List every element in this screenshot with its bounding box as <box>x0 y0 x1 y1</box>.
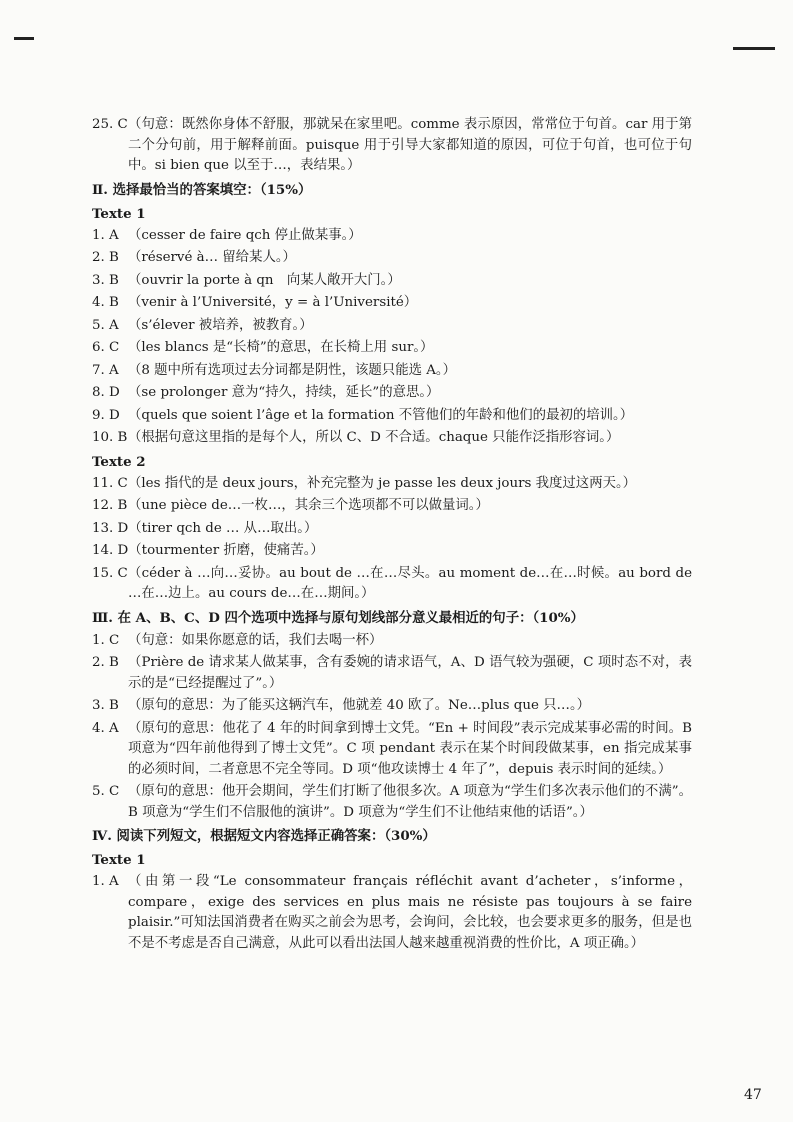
item-number: 12. B <box>92 498 128 513</box>
answer-item <box>92 316 692 337</box>
item-number: 1. A <box>92 874 119 889</box>
item-number: 8. D <box>92 385 120 400</box>
item-explanation: （由第一段“Le consommateur français réfléchit avant d’acheter，s’informe，compare，exige des services en plus mais ne résiste pas toujours à se faire plaisir.”可知法国消费者在购买之前会为思考，会询问，会比较，也会要求更多的服务，但是也不是不考虑是否自己满意，从此可以看出法国人越来越重视消费的性价比，A 项正确。） <box>128 874 692 951</box>
answer-item <box>92 541 692 562</box>
item-number: 4. B <box>92 295 119 310</box>
item-number: 6. C <box>92 340 120 355</box>
item-explanation: （quels que soient l’âge et la formation 不管他们的年龄和他们的最初的培训。） <box>128 407 634 423</box>
item-explanation: （céder à …向…妥协。au bout de …在…尽头。au moment de…在…时候。au bord de …在…边上。au cours de…在…期间。） <box>128 565 692 601</box>
answer-item <box>92 719 692 781</box>
answer-item <box>92 496 692 517</box>
answer-item <box>92 696 692 717</box>
item-number: 9. D <box>92 407 120 423</box>
answer-item <box>92 406 692 427</box>
item-explanation: （les blancs 是“长椅”的意思，在长椅上用 sur。） <box>128 340 434 355</box>
page-number: 47 <box>744 1087 762 1103</box>
item-explanation: （les 指代的是 deux jours，补充完整为 je passe les deux jours 我度过这两天。） <box>128 475 637 491</box>
answer-item <box>92 782 692 823</box>
answer-item <box>92 383 692 404</box>
item-explanation: （原句的意思：他开会期间，学生们打断了他很多次。A 项意为“学生们多次表示他们的不满”。B 项意为“学生们不信服他的演讲”。D 项意为“学生们不让他结束他的话语”。） <box>128 784 692 820</box>
item-number: 14. D <box>92 543 129 558</box>
texte-1-title: Texte 1 <box>92 852 146 868</box>
answer-item <box>92 271 692 292</box>
answer-item <box>92 361 692 382</box>
item-explanation: （venir à l’Université，y = à l’Université） <box>128 295 418 310</box>
item-explanation: （une pièce de…一枚…，其余三个选项都不可以做量词。） <box>128 498 489 513</box>
item-number: 3. B <box>92 272 119 288</box>
item-number: 4. A <box>92 720 119 736</box>
item-number: 5. C <box>92 784 120 799</box>
answer-item <box>92 428 692 449</box>
item-number: 1. A <box>92 227 119 243</box>
item-explanation: （ouvrir la porte à qn 向某人敞开大门。） <box>128 272 401 288</box>
item-explanation: （句意：既然你身体不舒服，那就呆在家里吧。comme 表示原因，常常位于句首。car 用于第二个分句前，用于解释前面。puisque 用于引导大家都知道的原因，可位于句首，也可位于句中。si bien que 以至于…，表结果。） <box>128 117 692 173</box>
item-explanation: （tirer qch de … 从…取出。） <box>128 520 318 536</box>
item-explanation: （Prière de 请求某人做某事，含有委婉的请求语气，A、D 语气较为强硬，C 项时态不对，表示的是“已经提醒过了”。） <box>128 655 692 691</box>
answer-key-content <box>92 115 692 956</box>
section-4-heading: Ⅳ. 阅读下列短文，根据短文内容选择正确答案：（30%） <box>92 828 436 844</box>
item-explanation: （原句的意思：他花了 4 年的时间拿到博士文凭。“En + 时间段”表示完成某事必需的时间。B 项意为“四年前他得到了博士文凭”。C 项 pendant 表示在某个时间段做某事，en 指完成某事的必须时间，二者意思不完全等同。D 项“他攻读博士 4 年了”，depuis 表示时间的延续。） <box>128 720 692 777</box>
item-number: 5. A <box>92 317 119 333</box>
item-explanation: （cesser de faire qch 停止做某事。） <box>128 227 362 243</box>
answer-item <box>92 519 692 540</box>
item-explanation: （s’élever 被培养，被教育。） <box>128 317 313 333</box>
item-number: 3. B <box>92 698 119 713</box>
item-explanation: （8 题中所有选项过去分词都是阴性，该题只能选 A。） <box>128 362 456 378</box>
texte-2-title: Texte 2 <box>92 453 146 470</box>
item-number: 1. C <box>92 632 120 648</box>
scan-mark-right <box>733 47 775 50</box>
answer-item <box>92 653 692 694</box>
item-explanation: （根据句意这里指的是每个人，所以 C、D 不合适。chaque 只能作泛指形容词。） <box>128 430 620 445</box>
item-explanation: （句意：如果你愿意的话，我们去喝一杯） <box>128 632 383 648</box>
item-explanation: （se prolonger 意为“持久，持续，延长”的意思。） <box>128 385 440 400</box>
section-3-heading: Ⅲ. 在 A、B、C、D 四个选项中选择与原句划线部分意义最相近的句子：（10%） <box>92 609 584 626</box>
item-number: 2. B <box>92 250 119 265</box>
item-explanation: （原句的意思：为了能买这辆汽车，他就差 40 欧了。Ne…plus que 只…。） <box>128 698 591 713</box>
item-number: 15. C <box>92 565 128 581</box>
answer-item <box>92 226 692 247</box>
answer-item <box>92 872 692 954</box>
texte-1-title: Texte 1 <box>92 205 146 222</box>
item-number: 7. A <box>92 362 119 378</box>
answer-item <box>92 293 692 314</box>
answer-item <box>92 631 692 652</box>
item-explanation: （tourmenter 折磨，使痛苦。） <box>128 543 324 558</box>
answer-item <box>92 564 692 605</box>
item-number: 11. C <box>92 475 128 491</box>
answer-item <box>92 338 692 359</box>
item-number: 25. C <box>92 117 128 132</box>
item-explanation: （réservé à… 留给某人。） <box>128 250 296 265</box>
scan-mark-left <box>14 37 34 40</box>
answer-item <box>92 115 692 177</box>
section-2-heading: Ⅱ. 选择最恰当的答案填空：（15%） <box>92 181 312 198</box>
item-number: 13. D <box>92 520 129 536</box>
item-number: 2. B <box>92 655 119 670</box>
item-number: 10. B <box>92 430 128 445</box>
answer-item <box>92 474 692 495</box>
answer-item <box>92 248 692 269</box>
